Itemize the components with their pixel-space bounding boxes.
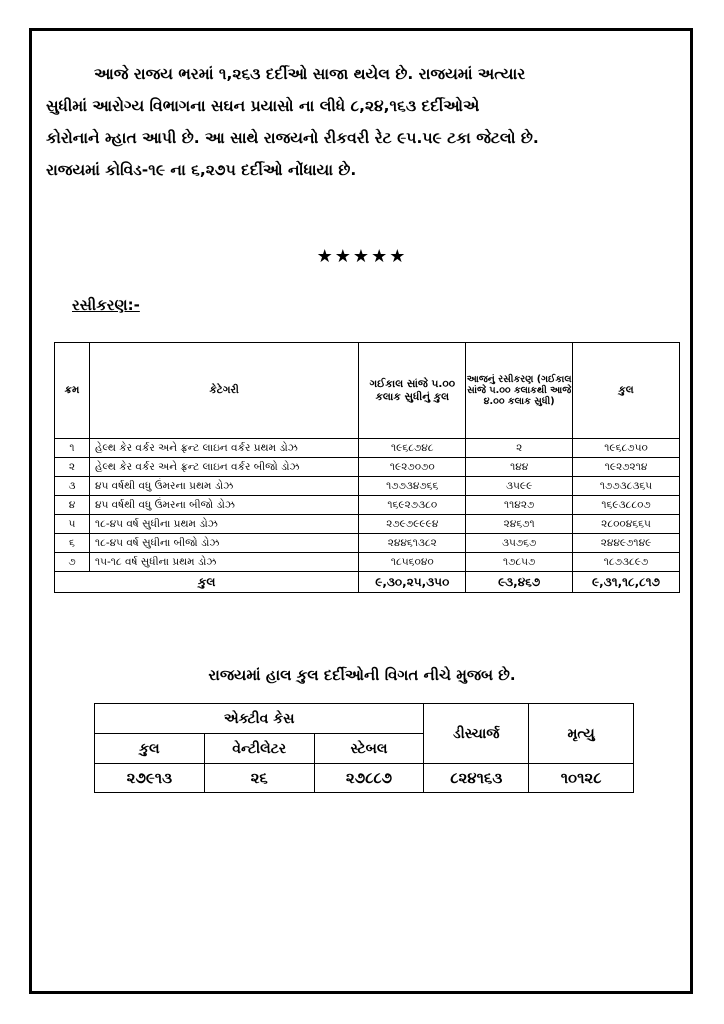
row-total: ૧૯૬૮૭૫૦: [573, 439, 680, 458]
row-total: ૧૬૯૩૮૮૦૭: [573, 496, 680, 515]
row-till: ૧૬૯૨૭૩૮૦: [359, 496, 466, 515]
table-row: [55, 496, 680, 515]
total-today: ૯૩,૪૬૭: [466, 572, 573, 593]
table-row: [55, 534, 680, 553]
row-category: હેલ્થ કેર વર્કર અને ફ્રન્ટ લાઇન વર્કર બીજો ડોઝ: [89, 458, 358, 477]
total-label: કુલ: [55, 572, 359, 593]
header-serial: ક્રમ: [55, 343, 90, 439]
table-header-row: [55, 343, 680, 439]
header-ventilator: વેન્ટીલેટર: [204, 734, 314, 764]
vaccination-table: [54, 342, 680, 593]
row-till: ૧૯૬૮૭૪૮: [359, 439, 466, 458]
paragraph-line: રાજયમાં કોવિડ-૧૯ ના ૬,૨૭૫ દર્દીઓ નોંધાયા છે.: [46, 161, 357, 179]
row-serial: ૬: [55, 534, 90, 553]
row-category: ૧૮-૪૫ વર્ષ સુધીના પ્રથમ ડોઝ: [89, 515, 358, 534]
row-till: ૧૭૭૩૪૭૬૬: [359, 477, 466, 496]
table-row: [55, 515, 680, 534]
row-today: ૧૭૮૫૭: [466, 553, 573, 572]
row-category: ૧૫-૧૮ વર્ષ સુધીના પ્રથમ ડોઝ: [89, 553, 358, 572]
value-active-total: ૨૭૯૧૩: [95, 764, 205, 793]
header-active-cases: એક્ટીવ કેસ: [95, 704, 424, 734]
value-discharge: ૮૨૪૧૬૩: [424, 764, 529, 793]
table-total-row: [55, 572, 680, 593]
header-active-total: કુલ: [95, 734, 205, 764]
header-stable: સ્ટેબલ: [314, 734, 424, 764]
vaccination-title: રસીકરણ:-: [72, 296, 140, 314]
table-row: [55, 477, 680, 496]
patients-header-row: [95, 704, 634, 734]
row-today: ૩૫૯૯: [466, 477, 573, 496]
row-serial: ૭: [55, 553, 90, 572]
row-serial: ૫: [55, 515, 90, 534]
row-today: ૩૫૭૬૭: [466, 534, 573, 553]
row-total: ૨૮૦૦૪૬૬૫: [573, 515, 680, 534]
table-row: [55, 439, 680, 458]
row-category: ૧૮-૪૫ વર્ષ સુધીના બીજો ડોઝ: [89, 534, 358, 553]
row-till: ૧૮૫૬૦૪૦: [359, 553, 466, 572]
header-discharge: ડીસ્ચાર્જ: [424, 704, 529, 764]
patients-values-row: [95, 764, 634, 793]
paragraph-line: કોરોનાને મ્હાત આપી છે. આ સાથે રાજયનો રીકવરી રેટ ૯૫.૫૯ ટકા જેટલો છે.: [46, 129, 539, 147]
row-total: ૨૪૪૯૭૧૪૯: [573, 534, 680, 553]
header-total: કુલ: [573, 343, 680, 439]
row-serial: ૧: [55, 439, 90, 458]
patients-table: [94, 703, 634, 793]
table-row: [55, 458, 680, 477]
paragraph-line: આજે રાજય ભરમાં ૧,૨૬૩ દર્દીઓ સાજા થયેલ છે. રાજયમાં અત્યાર: [94, 65, 526, 83]
total-till: ૯,૩૦,૨૫,૩૫૦: [359, 572, 466, 593]
row-category: ૪૫ વર્ષથી વધુ ઉંમરના બીજો ડોઝ: [89, 496, 358, 515]
row-till: ૨૪૪૬૧૩૮૨: [359, 534, 466, 553]
row-category: હેલ્થ કેર વર્કર અને ફ્રન્ટ લાઇન વર્કર પ્રથમ ડોઝ: [89, 439, 358, 458]
summary-paragraph: [46, 58, 668, 186]
total-total: ૯,૩૧,૧૮,૮૧૭: [573, 572, 680, 593]
row-till: ૧૯૨૭૦૭૦: [359, 458, 466, 477]
row-serial: ૨: [55, 458, 90, 477]
row-today: ૨: [466, 439, 573, 458]
paragraph-line: સુધીમાં આરોગ્ય વિભાગના સઘન પ્રયાસો ના લીધે ૮,૨૪,૧૬૩ દર્દીઓએ: [46, 97, 480, 115]
header-till-yesterday: ગઈકાલ સાંજે ૫.૦૦ કલાક સુધીનું કુલ: [359, 343, 466, 439]
row-total: ૧૯૨૭૨૧૪: [573, 458, 680, 477]
row-today: ૨૪૬૭૧: [466, 515, 573, 534]
header-category: કેટેગરી: [89, 343, 358, 439]
row-serial: ૪: [55, 496, 90, 515]
header-death: મૃત્યુ: [529, 704, 634, 764]
header-today: આજનું રસીકરણ (ગઈકાલ સાંજે ૫.૦૦ કલાકથી આજે ૪.૦૦ કલાક સુધી): [466, 343, 573, 439]
row-serial: ૩: [55, 477, 90, 496]
star-separator: ★★★★★: [316, 246, 408, 267]
patients-title: રાજયમાં હાલ કુલ દર્દીઓની વિગત નીચે મુજબ છે.: [208, 666, 516, 684]
value-death: ૧૦૧૨૮: [529, 764, 634, 793]
table-row: [55, 553, 680, 572]
row-till: ૨૭૯૭૯૯૯૪: [359, 515, 466, 534]
row-total: ૧૮૭૩૮૯૭: [573, 553, 680, 572]
value-ventilator: ૨૬: [204, 764, 314, 793]
row-today: ૧૪૪: [466, 458, 573, 477]
row-today: ૧૧૪૨૭: [466, 496, 573, 515]
row-total: ૧૭૭૩૮૩૬૫: [573, 477, 680, 496]
value-stable: ૨૭૮૮૭: [314, 764, 424, 793]
row-category: ૪૫ વર્ષથી વધુ ઉંમરના પ્રથમ ડોઝ: [89, 477, 358, 496]
